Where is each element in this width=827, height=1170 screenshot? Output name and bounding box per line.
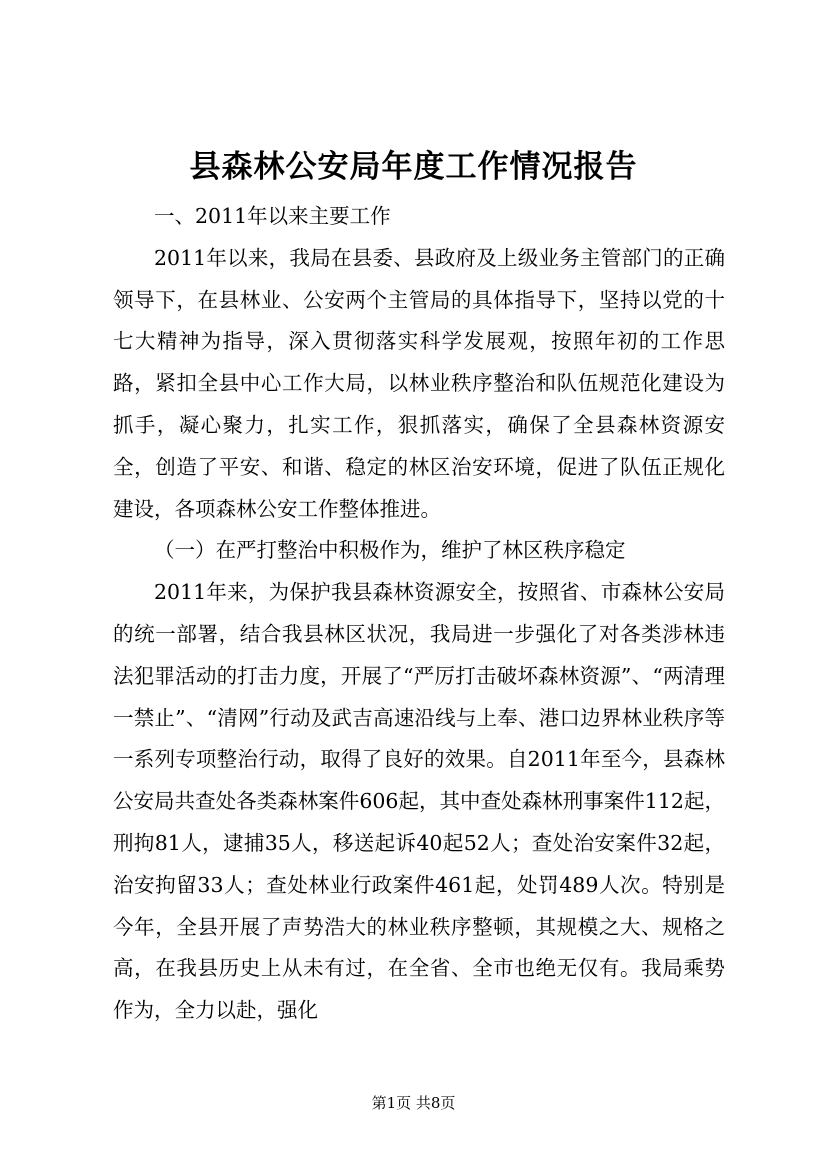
document-title: 县森林公安局年度工作情况报告 — [189, 149, 638, 185]
paragraph: 2011年来，为保护我县森林资源安全，按照省、市森林公安局的统一部署，结合我县林区状况，我局进一步强化了对各类涉林违法犯罪活动的打击力度，开展了“严厉打击破坏森林资源”、“两清理一禁止”、“清网”行动及武吉高速沿线与上奉、港口边界林业秩序等一系列专项整治行动，取得了良好的效果。自2011年至今，县森林公安局共查处各类森林案件606起，其中查处森林刑事案件112起，刑拘81人，逮捕35人，移送起诉40起52人；查处治安案件32起，治安拘留33人；查处林业行政案件461起，处罚489人次。特别是今年，全县开展了声势浩大的林业秩序整顿，其规模之大、规格之高，在我县历史上从未有过，在全省、全市也绝无仅有。我局乘势作为，全力以赴，强化 — [113, 580, 725, 1023]
section-heading: 一、2011年以来主要工作 — [154, 204, 391, 228]
subsection-heading: （一）在严打整治中积极作为，维护了林区秩序稳定 — [154, 538, 626, 563]
document-body — [113, 196, 725, 1032]
page-footer: 第1页 共8页 — [371, 1094, 456, 1112]
paragraph: 2011年以来，我局在县委、县政府及上级业务主管部门的正确领导下，在县林业、公安两个主管局的具体指导下，坚持以党的十七大精神为指导，深入贯彻落实科学发展观，按照年初的工作思路，紧扣全县中心工作大局，以林业秩序整治和队伍规范化建设为抓手，凝心聚力，扎实工作，狠抓落实，确保了全县森林资源安全，创造了平安、和谐、稳定的林区治安环境，促进了队伍正规化建设，各项森林公安工作整体推进。 — [113, 245, 725, 521]
